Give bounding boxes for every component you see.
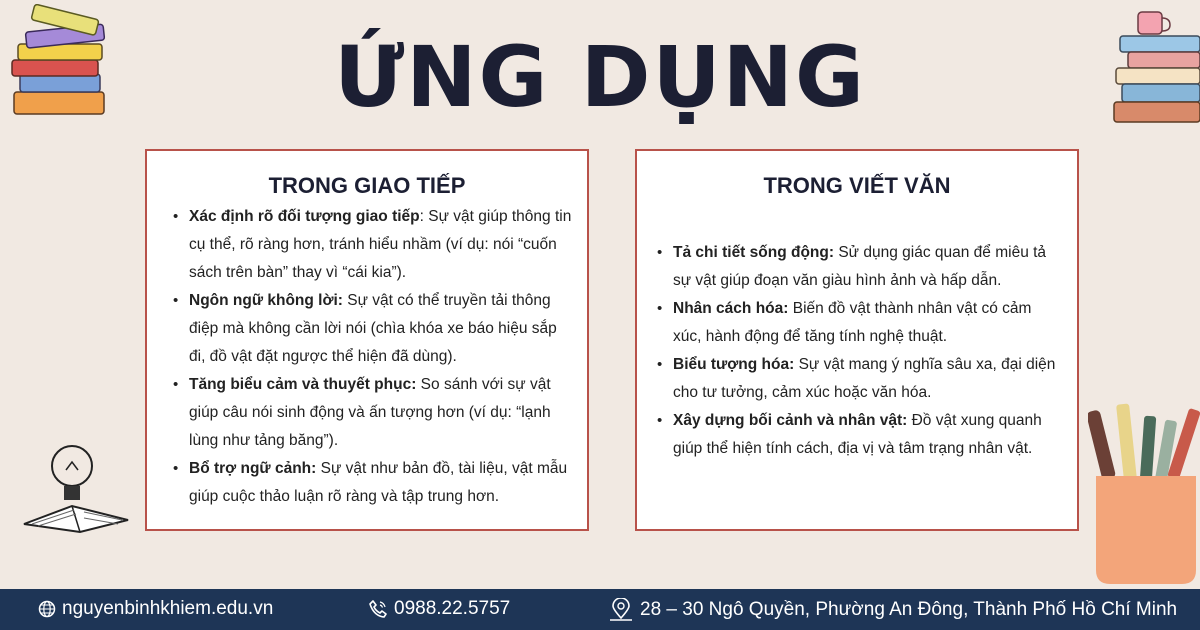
footer-bar (0, 589, 1200, 630)
writing-card-title: TRONG VIẾT VĂN (763, 173, 951, 198)
list-item-text: Sự vật như bản đồ, tài liệu, vật mẫu giúp cuộc thảo luận rõ ràng và tập trung hơn. (189, 460, 568, 505)
list-item-term: Tăng biểu cảm và thuyết phục: (189, 376, 417, 393)
list-item-text: Biến đồ vật thành nhân vật có cảm xúc, hành động để tăng tính nghệ thuật. (673, 300, 1032, 345)
list-item-term: Xây dựng bối cảnh và nhân vật: (673, 412, 908, 429)
list-item-text: : Sự vật giúp thông tin cụ thể, rõ ràng hơn, tránh hiểu nhầm (ví dụ: nói “cuốn sách trên bàn” thay vì “cái kia”). (189, 208, 572, 281)
list-item-text: So sánh với sự vật giúp câu nói sinh động và ấn tượng hơn (ví dụ: “lạnh lùng như tảng băng”). (189, 376, 551, 449)
book-stack-illustration (6, 4, 110, 120)
list-item (173, 371, 573, 455)
list-item-text: Sự vật mang ý nghĩa sâu xa, đại diện cho tư tưởng, cảm xúc hoặc văn hóa. (673, 356, 1056, 401)
list-item (657, 239, 1063, 295)
list-item-text: Sử dụng giác quan để miêu tả sự vật giúp đoạn văn giàu hình ảnh và hấp dẫn. (673, 244, 1047, 289)
list-item (657, 407, 1063, 463)
lightbulb-book-illustration (18, 440, 134, 534)
list-item (173, 203, 573, 287)
list-item-text: Sự vật có thể truyền tải thông điệp mà không cần lời nói (chìa khóa xe báo hiệu sắp đi, đồ vật đặt ngược thể hiện đã dùng). (189, 292, 557, 365)
book-stack-cup-illustration (1108, 8, 1200, 132)
list-item-term: Tả chi tiết sống động: (673, 244, 835, 261)
footer-phone[interactable] (368, 598, 510, 620)
list-item-term: Bổ trợ ngữ cảnh: (189, 460, 317, 477)
list-item-term: Biểu tượng hóa: (673, 356, 795, 373)
list-item-term: Nhân cách hóa: (673, 300, 789, 317)
writing-card (635, 149, 1079, 531)
website-link[interactable]: nguyenbinhkhiem.edu.vn (62, 598, 274, 619)
writing-list (637, 239, 1077, 463)
communication-card (145, 149, 589, 531)
phone-number[interactable]: 0988.22.5757 (394, 598, 511, 619)
communication-list (147, 203, 587, 511)
page-title: ỨNG DỤNG (334, 28, 866, 126)
list-item-term: Ngôn ngữ không lời: (189, 292, 343, 309)
phone-icon (368, 599, 388, 619)
footer-website[interactable] (38, 598, 273, 620)
location-pin-icon (608, 598, 634, 622)
communication-card-title: TRONG GIAO TIẾP (268, 173, 466, 198)
list-item (173, 455, 573, 511)
footer-address (608, 598, 1177, 622)
list-item (657, 351, 1063, 407)
list-item (657, 295, 1063, 351)
list-item-term: Xác định rõ đối tượng giao tiếp (189, 208, 420, 225)
list-item-text: Đồ vật xung quanh giúp thể hiện tính cách, địa vị và tâm trạng nhân vật. (673, 412, 1042, 457)
list-item (173, 287, 573, 371)
pencil-cup-illustration (1088, 398, 1200, 588)
globe-icon (38, 600, 56, 618)
address-text: 28 – 30 Ngô Quyền, Phường An Đông, Thành Phố Hồ Chí Minh (640, 599, 1178, 620)
